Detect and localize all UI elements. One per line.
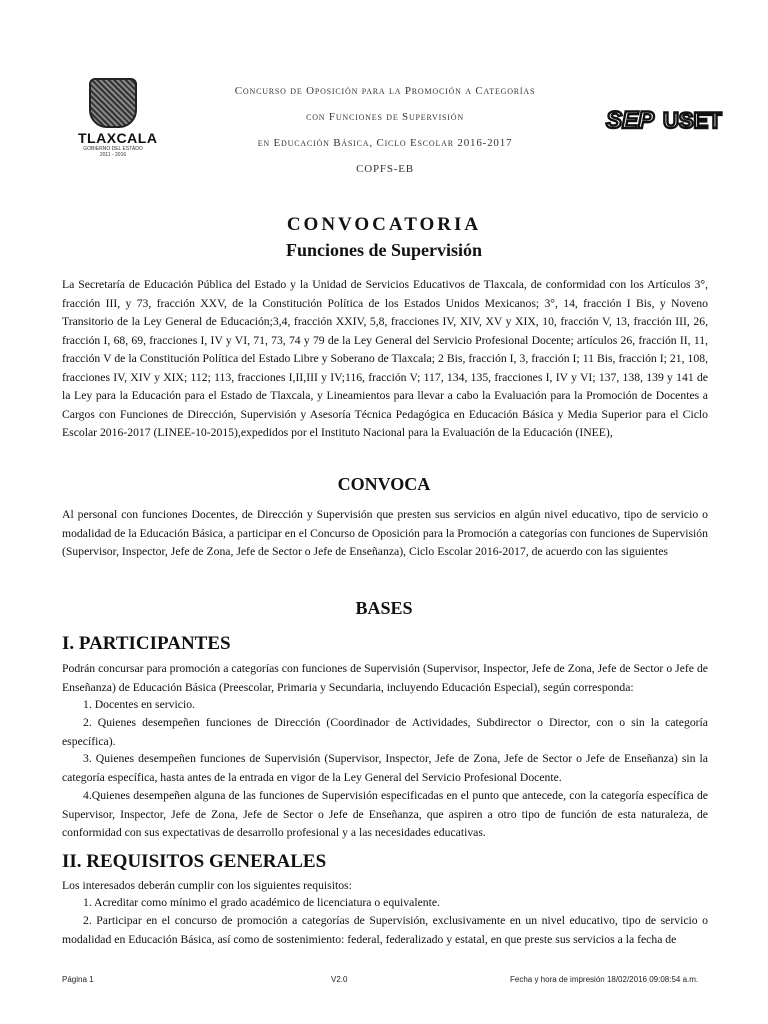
section-participantes-heading: I. PARTICIPANTES <box>62 633 231 654</box>
page-title: CONVOCATORIA <box>286 214 482 235</box>
list-item: 3. Quienes desempeñen funciones de Supervisión (Supervisor, Inspector, Jefe de Zona, Jefe de Sector o Jefe de Enseñanza) sin la categoría específica, hasta antes de la entrada en vigor de la Ley General del Servicio Profesional Docente. <box>62 752 708 784</box>
convoca-heading: CONVOCA <box>337 474 431 494</box>
convoca-paragraph: Al personal con funciones Docentes, de Dirección y Supervisión que presten sus servicios en algún nivel educativo, tipo de servicio o modalidad de la Educación Básica, a participar en el Concurso de Oposición para la Promoción a categorías con funciones de Supervisión (Supervisor, Inspector, Jefe de Zona, Jefe de Sector o Jefe de Enseñanza), Ciclo Escolar 2016-2017, de acuerdo con las siguientes <box>62 508 708 558</box>
section-participantes-intro: Podrán concursar para promoción a categorías con funciones de Supervisión (Supervisor, Inspector, Jefe de Zona, Jefe de Sector o Jefe de Enseñanza) de Educación Básica (Preescolar, Primaria y Secundaria, incluyendo Educación Especial), según corresponda: <box>62 662 708 694</box>
uset-logo-text: USET <box>663 108 722 133</box>
seal-motto: GOBIERNO DEL ESTADO 2011 - 2016 <box>83 146 143 158</box>
document-version: V2.0 <box>331 975 348 984</box>
list-item: 2. Quienes desempeñen funciones de Dirección (Coordinador de Actividades, Subdirector o Director, con o sin la categoría específica). <box>62 716 708 748</box>
tlaxcala-seal-logo <box>78 78 158 166</box>
list-item: 1. Acreditar como mínimo el grado académico de licenciatura o equivalente. <box>83 896 440 909</box>
uset-logo <box>662 104 722 134</box>
list-item: 2. Participar en el concurso de promoción a categorías de Supervisión, exclusivamente en un nivel educativo, tipo de servicio o modalidad en Educación Básica, así como de sostenimiento: federal, federalizado y estatal, en que preste sus servicios a la fecha de <box>62 914 708 946</box>
seal-name: TLAXCALA <box>78 130 158 146</box>
institution-logos <box>604 104 722 144</box>
contest-title-block <box>200 84 570 188</box>
header-line-1: Concurso de Oposición para la Promoción a Categorías <box>234 85 536 97</box>
header-line-3: en Educación Básica, Ciclo Escolar 2016-2017 <box>257 137 513 149</box>
bases-heading: BASES <box>355 598 413 618</box>
sep-logo-text: SEP <box>606 107 655 134</box>
section-requisitos-intro: Los interesados deberán cumplir con los siguientes requisitos: <box>62 879 352 892</box>
intro-paragraph: La Secretaría de Educación Pública del Estado y la Unidad de Servicios Educativos de Tlaxcala, de conformidad con los Artículos 3°, fracción III, y 73, fracción XXV, de la Constitución Política de los Estados Unidos Mexicanos; 3°, 14, fracción I Bis, y Noveno Transitorio de la Ley General de Educación;3,4, fracción XXIV, 5,8, fracciones IV, XIV, XV y XIX, 10, fracción V, 13, fracción III, 26, fracción I, 68, 69, fracciones I, IV y VI, 71, 73, 74 y 79 de la Ley General del Servicio Profesional Docente; artículos 26, fracción II, 11, fracción V de la Constitución Política del Estado Libre y Soberano de Tlaxcala; 2 Bis, fracción I, 3, fracción I; 11 Bis, fracción I; 21, 108, fracciones IV, XIV y XIX; 112; 113, fracciones I,II,III y IV;116, fracción V; 117, 134, 135, fracciones I, IV y VI; 137, 138, 139 y 141 de la Ley para la Educación para el Estado de Tlaxcala, y Lineamientos para llevar a cabo la Evaluación para la Promoción de Docentes a Cargos con Funciones de Dirección, Supervisión y Asesoría Técnica Pedagógica en Educación Básica y Media Superior para el Ciclo Escolar 2016-2017 (LINEE-10-2015),expedidos por el Instituto Nacional para la Evaluación de la Educación (INEE), <box>62 278 708 439</box>
list-item: 4.Quienes desempeñen alguna de las funciones de Supervisión especificadas en el punto que antecede, con la categoría específica de Supervisor, Inspector, Jefe de Zona, Jefe de Sector o Jefe de Enseñanza, que aspiren a otro tipo de función de esta naturaleza, de conformidad con sus expectativas de desarrollo profesional y a las necesidades educativas. <box>62 789 708 839</box>
header-line-4: COPFS-EB <box>356 163 414 175</box>
section-requisitos-heading: II. REQUISITOS GENERALES <box>62 851 327 872</box>
sep-logo <box>604 104 656 134</box>
header-line-2: con Funciones de Supervisión <box>306 111 464 123</box>
list-item: 1. Docentes en servicio. <box>83 698 195 711</box>
print-timestamp: Fecha y hora de impresión 18/02/2016 09:08:54 a.m. <box>510 975 699 984</box>
page-footer <box>0 975 768 989</box>
page-number: Página 1 <box>62 975 94 984</box>
page-subtitle: Funciones de Supervisión <box>285 240 483 260</box>
coat-of-arms-icon <box>89 78 137 128</box>
document-header <box>0 0 768 185</box>
